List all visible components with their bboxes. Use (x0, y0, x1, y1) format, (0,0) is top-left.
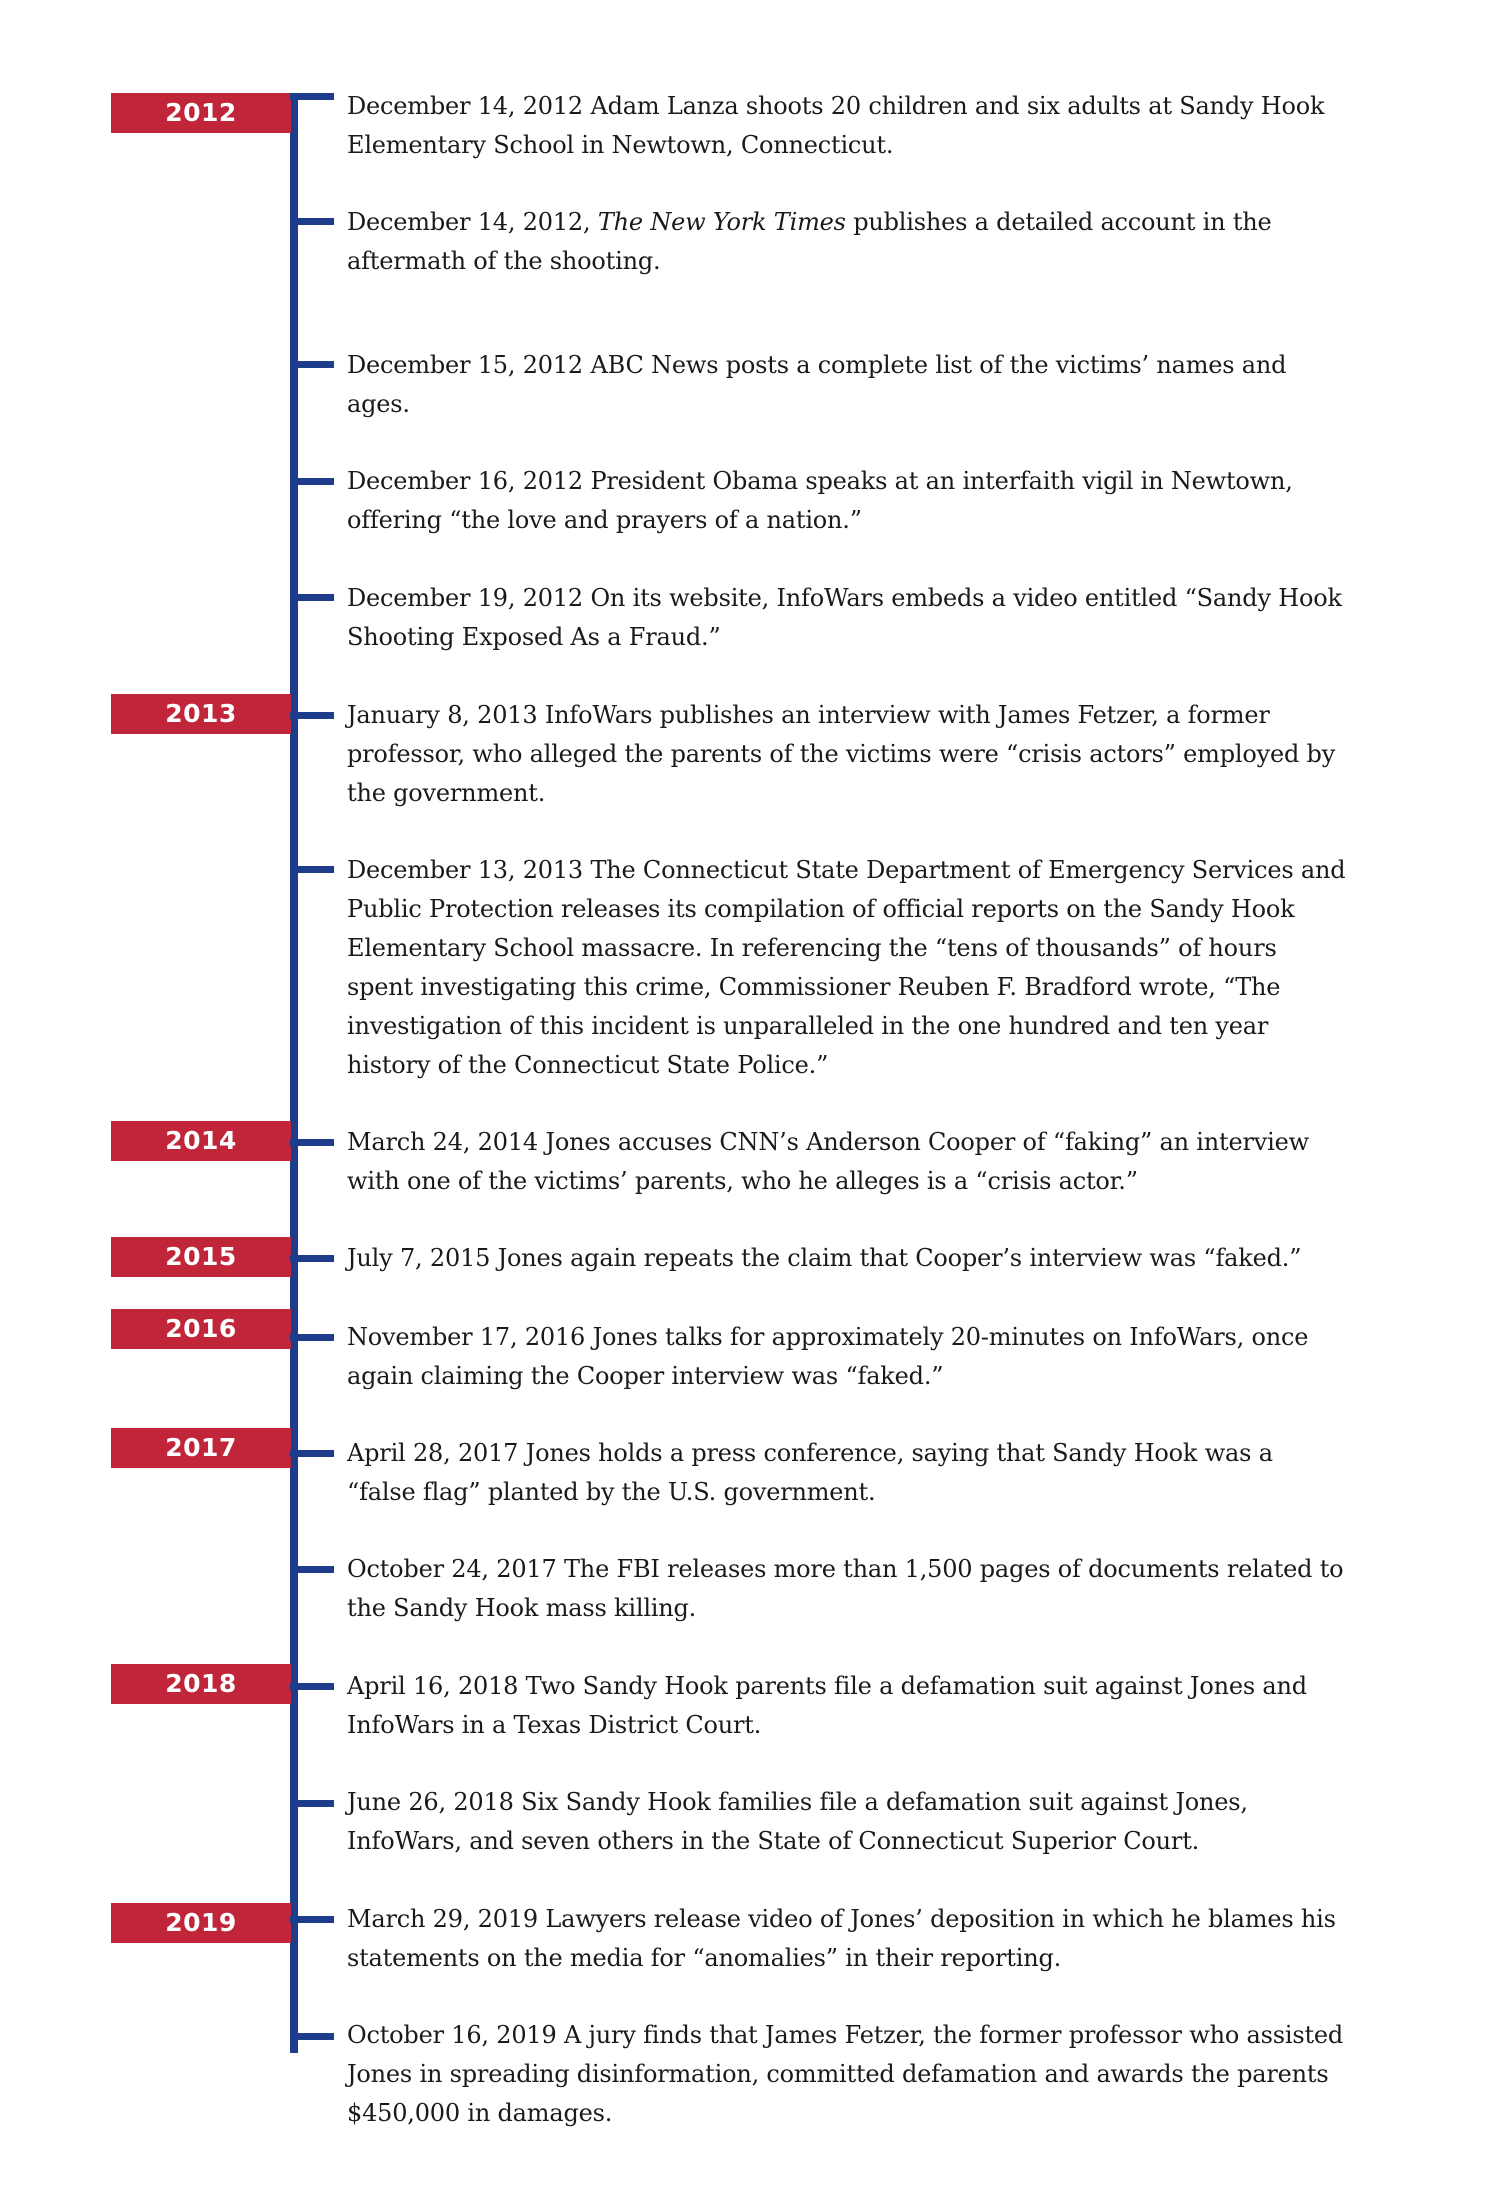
year-badge-2016: 2016 (111, 1309, 291, 1349)
timeline-entry (347, 203, 1347, 281)
timeline-entry (347, 1550, 1347, 1628)
timeline-tick (290, 594, 334, 601)
entry-publication-title: The New York Times (597, 208, 846, 236)
year-badge-2017: 2017 (111, 1428, 291, 1468)
timeline-entry (347, 579, 1347, 657)
year-badge-2018: 2018 (111, 1664, 291, 1704)
timeline-entry (347, 2016, 1347, 2133)
entry-date: October 24, 2017 (347, 1555, 557, 1583)
entry-text: Jones talks for approximately 20-minutes on InfoWars, once again claiming the Cooper interview was “faked.” (347, 1323, 1309, 1390)
entry-date: January 8, 2013 (347, 701, 538, 729)
entry-text: Jones again repeats the claim that Cooper’s interview was “faked.” (497, 1244, 1302, 1272)
timeline-entry (347, 1434, 1347, 1512)
entry-text: Adam Lanza shoots 20 children and six adults at Sandy Hook Elementary School in Newtown, Connecticut. (347, 92, 1325, 159)
year-badge-2012: 2012 (111, 93, 291, 133)
entry-date: March 24, 2014 (347, 1128, 538, 1156)
timeline-tick (290, 218, 334, 225)
timeline-entry (347, 1900, 1347, 1978)
entry-date: December 15, 2012 (347, 351, 583, 379)
timeline-tick (290, 866, 334, 873)
entry-date: December 16, 2012 (347, 467, 583, 495)
entry-text: The Connecticut State Department of Emergency Services and Public Protection releases its compilation of official reports on the Sandy Hook Elementary School massacre. In referencing the “tens of thousands” of hours spent investigating this crime, Commissioner Reuben F. Bradford wrote, “The investigation of this incident is unparalleled in the one hundred and ten year history of the Connecticut State Police.” (347, 856, 1346, 1079)
entry-text: Two Sandy Hook parents file a defamation suit against Jones and InfoWars in a Texas District Court. (347, 1672, 1307, 1739)
timeline-spine (290, 93, 298, 2053)
timeline-entry (347, 346, 1347, 424)
entry-date: October 16, 2019 (347, 2021, 557, 2049)
entry-text: ABC News posts a complete list of the victims’ names and ages. (347, 351, 1287, 418)
timeline-tick (290, 1139, 334, 1146)
timeline-entry (347, 1123, 1347, 1201)
entry-date: June 26, 2018 (347, 1788, 514, 1816)
entry-text: Jones holds a press conference, saying that Sandy Hook was a “false flag” planted by the U.S. government. (347, 1439, 1273, 1506)
entry-date: December 14, 2012, (347, 208, 591, 236)
entry-date: April 16, 2018 (347, 1672, 519, 1700)
entry-text: publishes a detailed account in the aftermath of the shooting. (347, 208, 1272, 275)
entry-text: Six Sandy Hook families file a defamation suit against Jones, InfoWars, and seven others in the State of Connecticut Superior Court. (347, 1788, 1248, 1855)
timeline-tick (290, 712, 334, 719)
entry-text: On its website, InfoWars embeds a video entitled “Sandy Hook Shooting Exposed As a Fraud.” (347, 584, 1342, 651)
timeline-tick (290, 1566, 334, 1573)
year-badge-2019: 2019 (111, 1903, 291, 1943)
timeline-tick (290, 1334, 334, 1341)
timeline-entry (347, 1667, 1347, 1745)
timeline-tick (290, 361, 334, 368)
timeline-tick (290, 1255, 334, 1262)
timeline-entry (347, 87, 1347, 165)
timeline-tick (290, 478, 334, 485)
entry-text: A jury finds that James Fetzer, the former professor who assisted Jones in spreading disinformation, committed defamation and awards the parents $450,000 in damages. (347, 2021, 1344, 2127)
timeline-tick (290, 93, 334, 100)
entry-text: Jones accuses CNN’s Anderson Cooper of “faking” an interview with one of the victims’ parents, who he alleges is a “crisis actor.” (347, 1128, 1309, 1195)
timeline-tick (290, 1800, 334, 1807)
entry-text: Lawyers release video of Jones’ deposition in which he blames his statements on the media for “anomalies” in their reporting. (347, 1905, 1336, 1972)
entry-text: The FBI releases more than 1,500 pages of documents related to the Sandy Hook mass killing. (347, 1555, 1344, 1622)
entry-date: December 19, 2012 (347, 584, 583, 612)
timeline-entry (347, 462, 1347, 540)
entry-date: December 13, 2013 (347, 856, 583, 884)
year-badge-2015: 2015 (111, 1237, 291, 1277)
year-badge-2013: 2013 (111, 694, 291, 734)
timeline-entry (347, 1783, 1347, 1861)
entry-date: July 7, 2015 (347, 1244, 491, 1272)
timeline-entry (347, 851, 1347, 1085)
entry-date: December 14, 2012 (347, 92, 583, 120)
timeline-tick (290, 1683, 334, 1690)
timeline-tick (290, 1450, 334, 1457)
entry-date: March 29, 2019 (347, 1905, 538, 1933)
entry-date: November 17, 2016 (347, 1323, 586, 1351)
timeline-entry (347, 1318, 1347, 1396)
entry-date: April 28, 2017 (347, 1439, 519, 1467)
entry-text: President Obama speaks at an interfaith vigil in Newtown, offering “the love and prayers of a nation.” (347, 467, 1293, 534)
timeline-tick (290, 2033, 334, 2040)
timeline-tick (290, 1916, 334, 1923)
year-badge-2014: 2014 (111, 1121, 291, 1161)
entry-text: InfoWars publishes an interview with James Fetzer, a former professor, who alleged the parents of the victims were “crisis actors” employed by the government. (347, 701, 1336, 807)
timeline-entry (347, 696, 1347, 813)
timeline-entry (347, 1239, 1347, 1278)
